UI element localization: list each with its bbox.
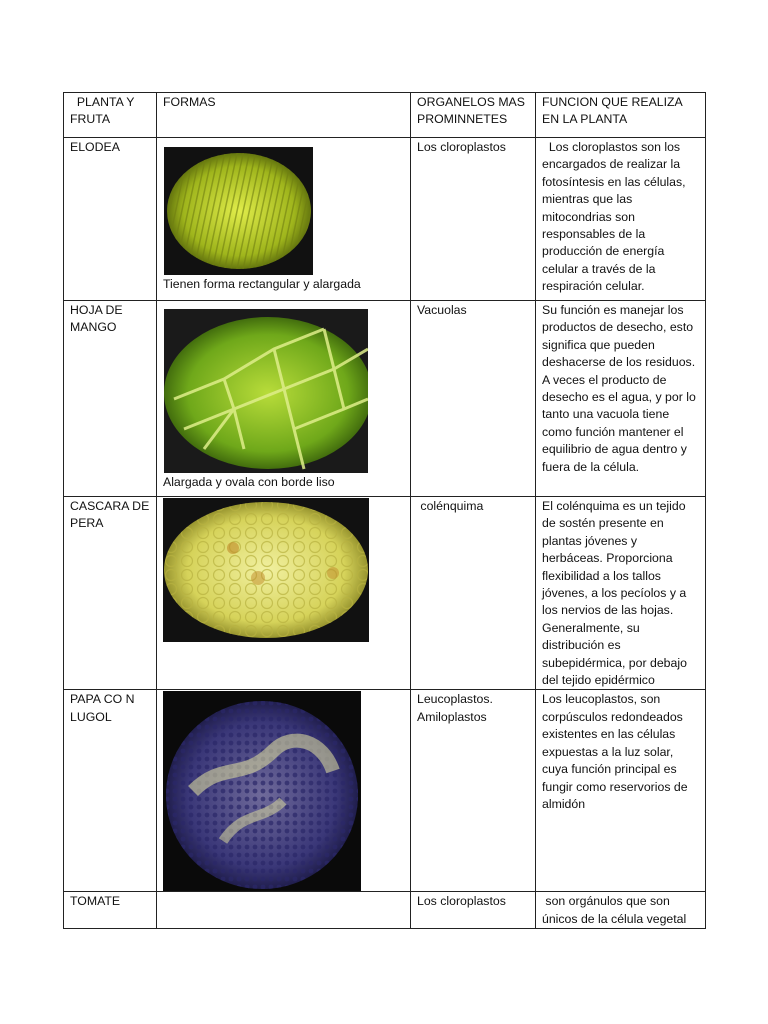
- table-row: [64, 690, 706, 892]
- organelle-cell: Vacuolas: [411, 301, 536, 497]
- form-cell: [157, 690, 411, 892]
- pear-skin-micrograph-icon: [163, 498, 369, 642]
- form-caption: Tienen forma rectangular y alargada: [163, 277, 361, 291]
- form-cell: [157, 892, 411, 929]
- form-cell: [157, 138, 411, 301]
- form-cell: [157, 497, 411, 690]
- function-cell: Los cloroplastos son los encargados de realizar la fotosíntesis en las células, mientras que las mitocondrias son responsables de la producción de energía celular a través de la respiración celular.: [536, 138, 706, 301]
- organelle-cell: Los cloroplastos: [411, 138, 536, 301]
- organelle-cell: Los cloroplastos: [411, 892, 536, 929]
- mango-leaf-micrograph-icon: [164, 309, 368, 473]
- table-row: [64, 892, 706, 929]
- header-formas: FORMAS: [157, 93, 411, 138]
- function-cell: Su función es manejar los productos de desecho, esto significa que pueden deshacerse de los residuos. A veces el producto de desecho es el agua, y por lo tanto una vacuola tiene como función mantener el equilibrio de agua dentro y fuera de la célula.: [536, 301, 706, 497]
- header-organelos: ORGANELOS MAS PROMINNETES: [411, 93, 536, 138]
- form-cell: [157, 301, 411, 497]
- elodea-micrograph-icon: [164, 147, 313, 275]
- table-row: [64, 301, 706, 497]
- plant-name: ELODEA: [64, 138, 157, 301]
- organelle-table: [63, 92, 705, 929]
- organelle-text: Leucoplastos. Amiloplastos: [417, 692, 493, 724]
- header-planta: PLANTA Y FRUTA: [64, 93, 157, 138]
- plant-name: HOJA DE MANGO: [64, 301, 157, 497]
- function-cell: Los leucoplastos, son corpúsculos redondeados existentes en las células expuestas a la luz solar, cuya función principal es fungir como reservorios de almidón: [536, 690, 706, 892]
- function-cell: son orgánulos que son únicos de la célula vegetal: [536, 892, 706, 929]
- plant-name: TOMATE: [64, 892, 157, 929]
- potato-lugol-micrograph-icon: [163, 691, 361, 891]
- header-funcion: FUNCION QUE REALIZA EN LA PLANTA: [536, 93, 706, 138]
- table-row: [64, 138, 706, 301]
- table-header-row: [64, 93, 706, 138]
- plant-name: CASCARA DE PERA: [64, 497, 157, 690]
- organelle-cell: [411, 690, 536, 892]
- function-cell: El colénquima es un tejido de sostén presente en plantas jóvenes y herbáceas. Proporciona flexibilidad a los tallos jóvenes, a los pecíolos y a los nervios de las hojas. Generalmente, su distribución es subepidérmica, por debajo del tejido epidérmico: [536, 497, 706, 690]
- form-caption: Alargada y ovala con borde liso: [163, 475, 335, 489]
- plant-name: PAPA CO N LUGOL: [64, 690, 157, 892]
- table-row: [64, 497, 706, 690]
- organelle-cell: colénquima: [411, 497, 536, 690]
